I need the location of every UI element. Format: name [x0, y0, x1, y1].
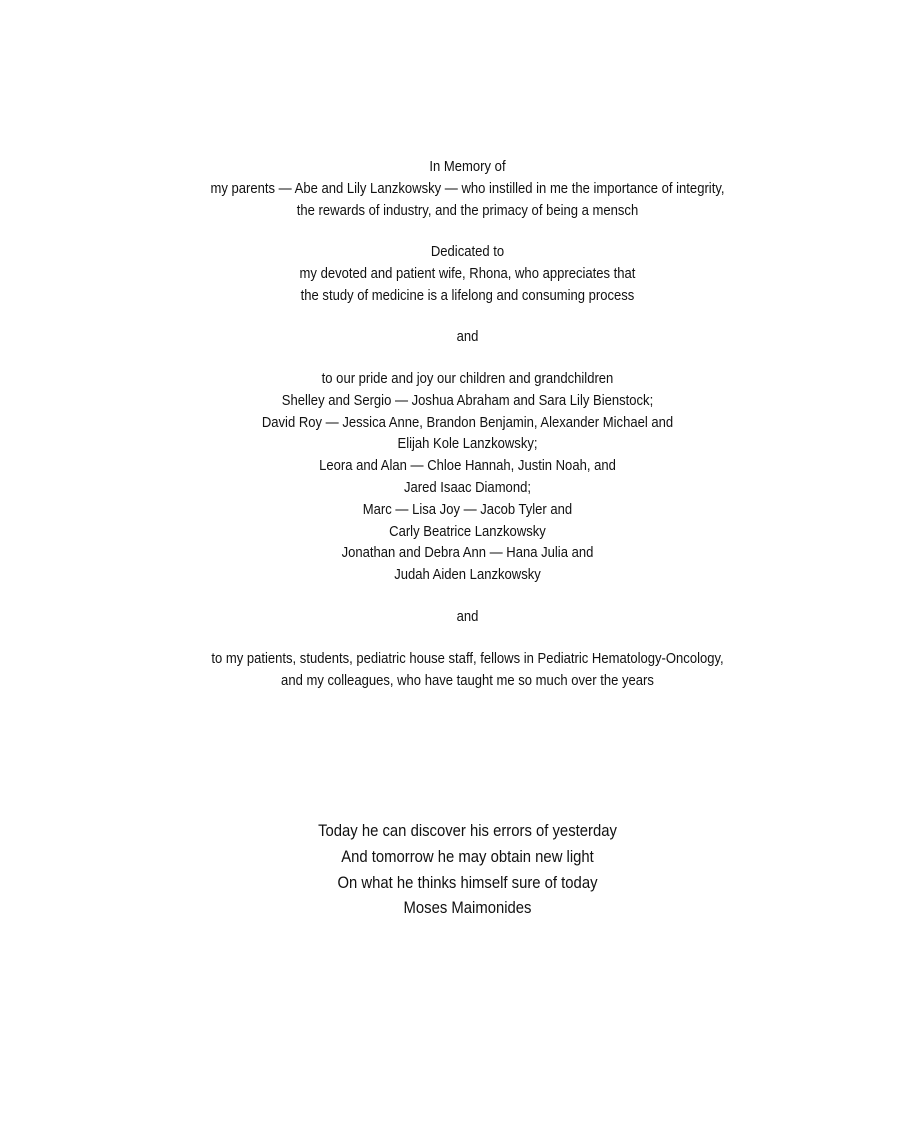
dedicated-to-section: [0, 242, 909, 307]
family-line: Elijah Kole Lanzkowsky;: [397, 436, 538, 453]
family-line: David Roy — Jessica Anne, Brandon Benjamin, Alexander Michael and: [261, 414, 674, 431]
quote-line: On what he thinks himself sure of today: [337, 873, 598, 892]
and-text: and: [456, 609, 479, 625]
family-line: Carly Beatrice Lanzkowsky: [389, 523, 546, 540]
family-line: Jonathan and Debra Ann — Hana Julia and: [341, 545, 594, 562]
quote-line: And tomorrow he may obtain new light: [341, 847, 594, 866]
and-text: and: [456, 329, 479, 345]
in-memory-line: the rewards of industry, and the primacy of being a mensch: [296, 202, 639, 219]
in-memory-heading: In Memory of: [429, 159, 506, 175]
dedicated-to-line: my devoted and patient wife, Rhona, who appreciates that: [299, 265, 636, 282]
family-section: [0, 369, 909, 587]
patients-section: [0, 649, 909, 693]
in-memory-section: [0, 157, 909, 222]
in-memory-line: my parents — Abe and Lily Lanzkowsky — who instilled in me the importance of integrity,: [210, 180, 725, 197]
family-line: Shelley and Sergio — Joshua Abraham and Sara Lily Bienstock;: [281, 392, 654, 409]
patients-line: to my patients, students, pediatric house staff, fellows in Pediatric Hematology-Oncology,: [211, 651, 724, 667]
and-separator: [0, 607, 909, 629]
quote-line: Today he can discover his errors of yesterday: [318, 822, 617, 840]
dedicated-to-heading: Dedicated to: [430, 244, 505, 260]
epigraph-quote: [0, 819, 909, 922]
patients-line: and my colleagues, who have taught me so much over the years: [281, 672, 654, 689]
and-separator: [0, 327, 909, 349]
dedicated-to-line: the study of medicine is a lifelong and consuming process: [300, 287, 635, 304]
family-line: to our pride and joy our children and grandchildren: [321, 371, 614, 387]
family-line: Marc — Lisa Joy — Jacob Tyler and: [362, 501, 573, 518]
family-line: Jared Isaac Diamond;: [404, 479, 531, 496]
family-line: Judah Aiden Lanzkowsky: [394, 567, 541, 584]
family-line: Leora and Alan — Chloe Hannah, Justin Noah, and: [319, 458, 616, 475]
quote-attribution: Moses Maimonides: [403, 899, 532, 918]
